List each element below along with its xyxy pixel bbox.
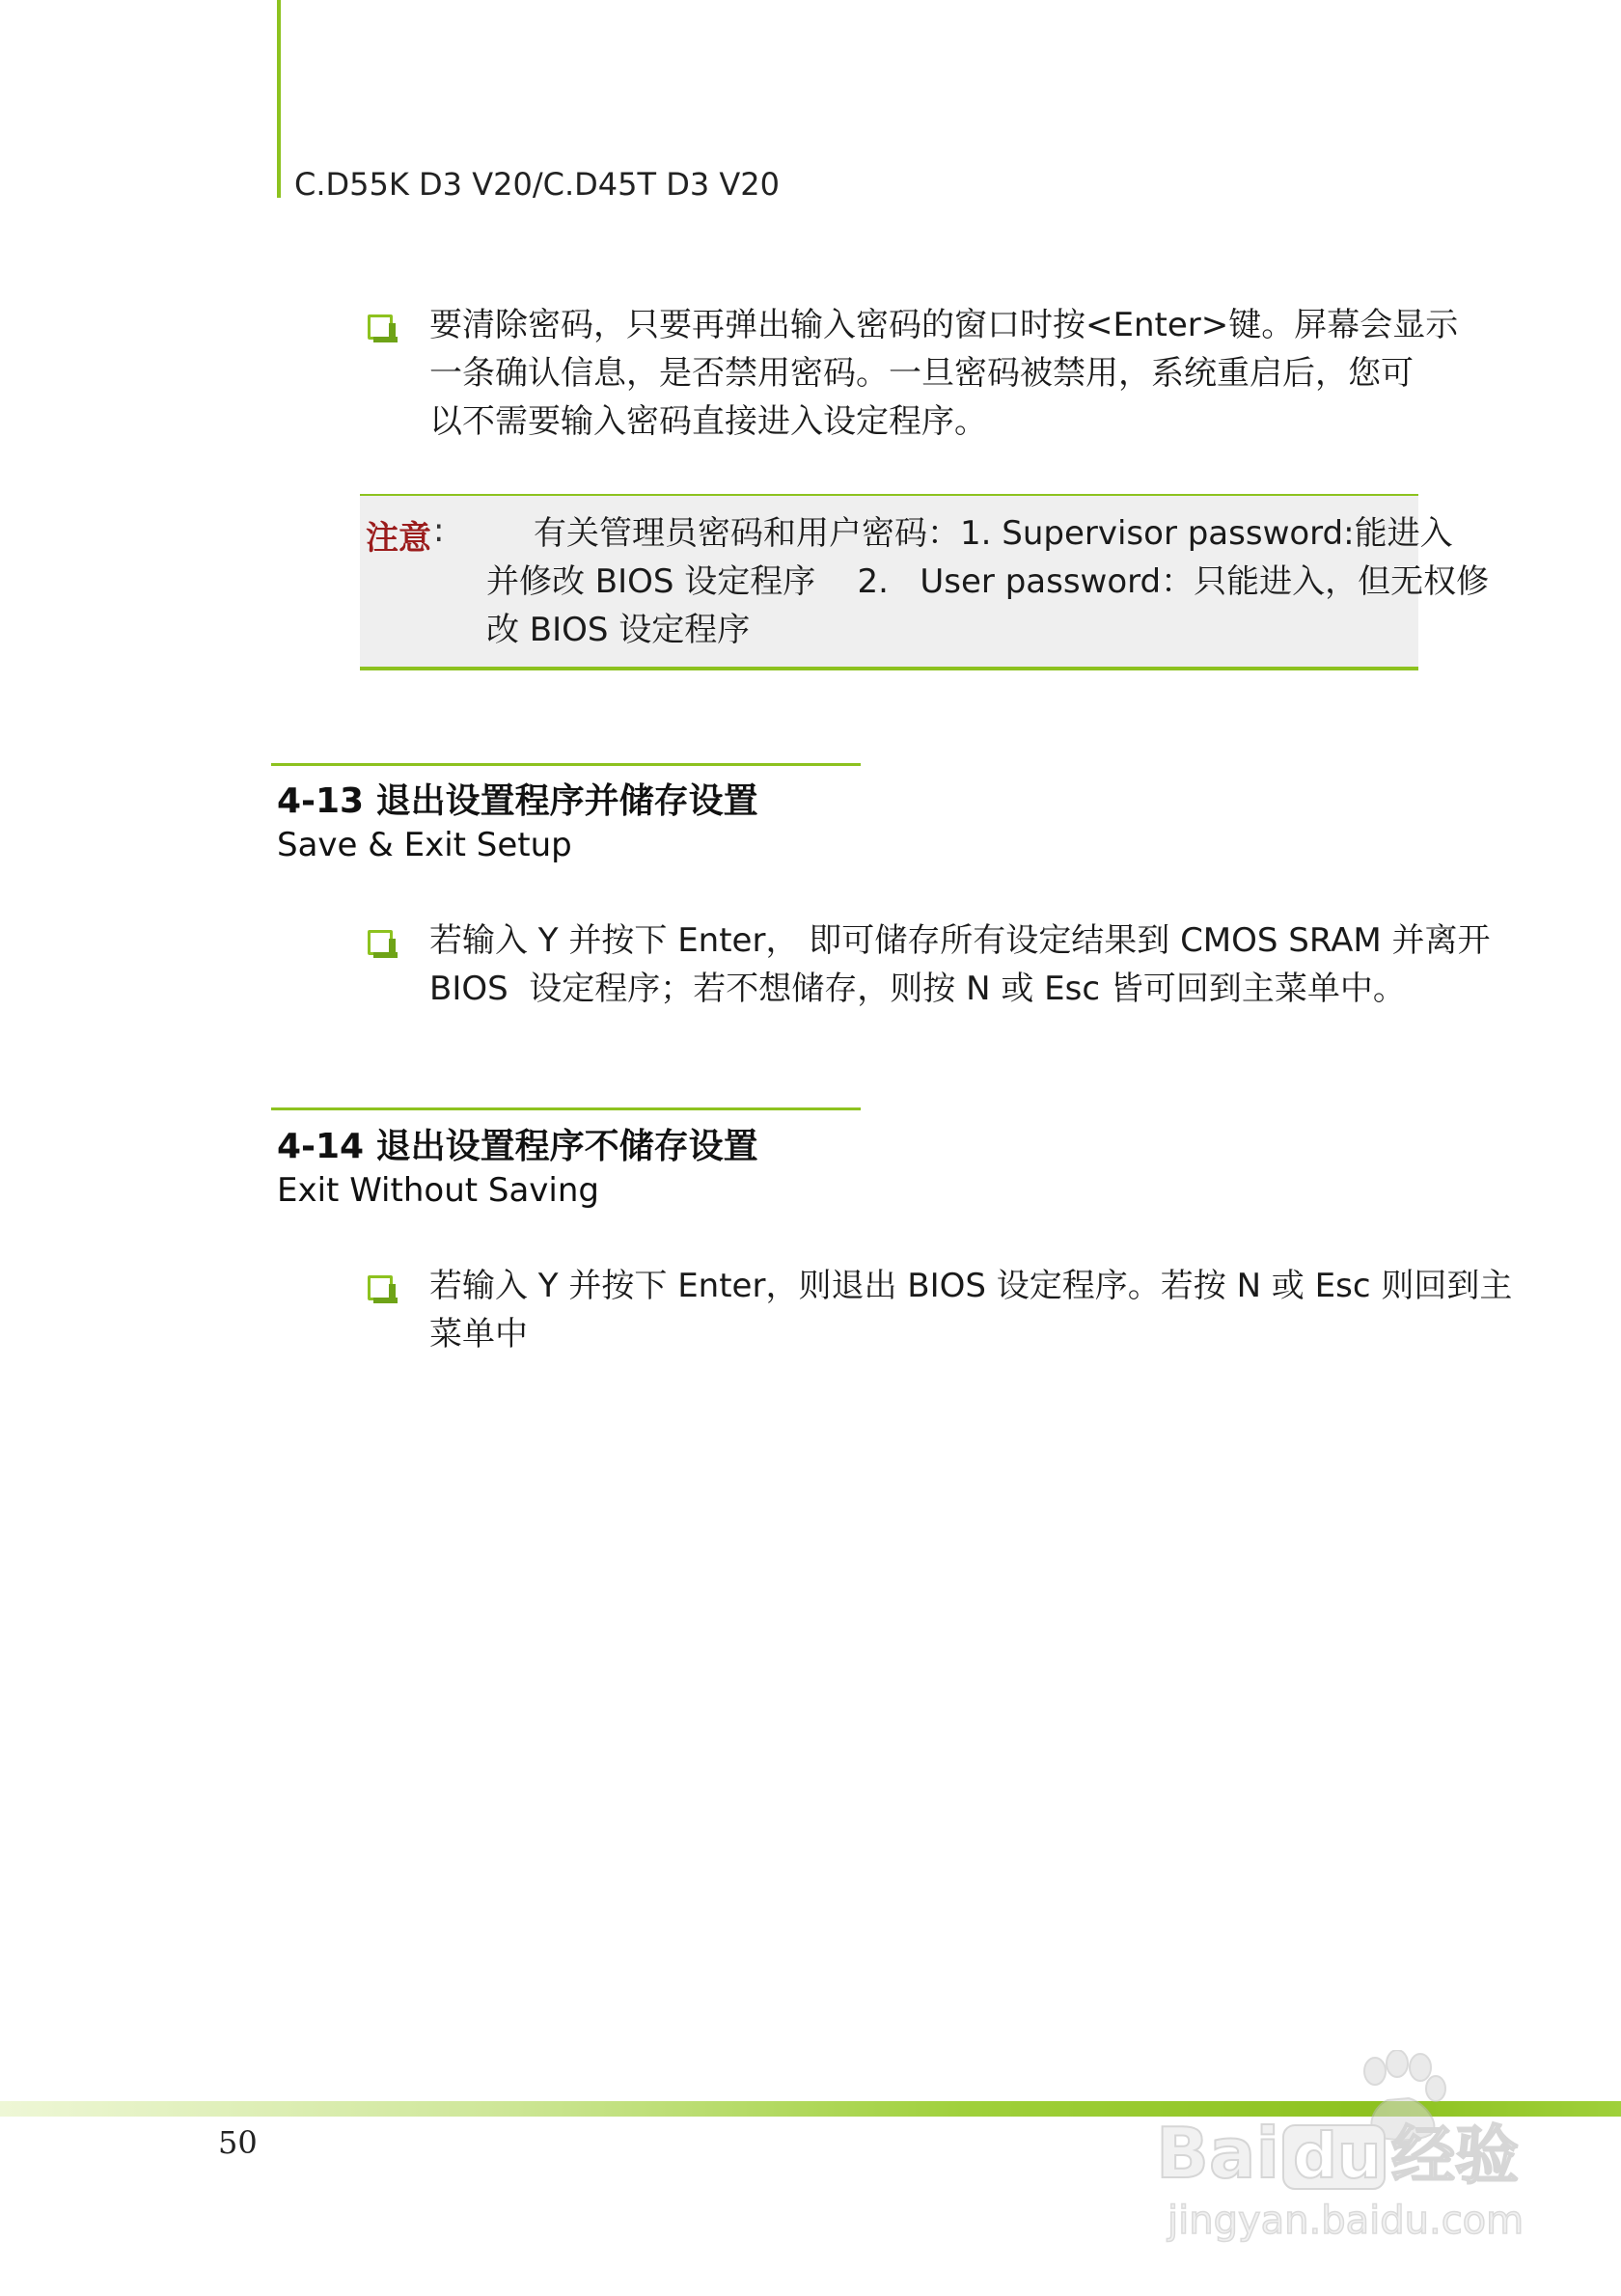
- baidu-jingyan-watermark-logo: [1148, 2050, 1553, 2253]
- section-13-rule: [271, 763, 861, 766]
- note-line-3: 改 BIOS 设定程序: [486, 611, 751, 649]
- svg-text:经验: 经验: [1391, 2118, 1519, 2193]
- section-13-title: 4-13 退出设置程序并储存设置: [277, 781, 758, 821]
- header-accent-bar: [277, 0, 281, 198]
- svg-text:jingyan.baidu.com: jingyan.baidu.com: [1168, 2199, 1525, 2243]
- text-line: 一条确认信息，是否禁用密码。一旦密码被禁用，系统重启后，您可: [429, 354, 1414, 393]
- text-line: 要清除密码，只要再弹出输入密码的窗口时按<Enter>键。屏幕会显示: [429, 306, 1459, 344]
- bullet-exit-without-saving: [368, 1262, 1512, 1358]
- section-14-subtitle: Exit Without Saving: [277, 1171, 599, 1210]
- note-line-1: 有关管理员密码和用户密码：1. Supervisor password:能进入: [534, 514, 1453, 553]
- checkbox-bullet-icon: [368, 314, 393, 340]
- header-model-title: C.D55K D3 V20/C.D45T D3 V20: [294, 166, 780, 203]
- svg-text:du: du: [1293, 2121, 1382, 2193]
- bullet-text: [429, 916, 1491, 1013]
- bullet-text: [429, 1262, 1512, 1358]
- text-line: BIOS 设定程序；若不想储存，则按 N 或 Esc 皆可回到主菜单中。: [429, 970, 1406, 1008]
- note-colon: :: [433, 511, 445, 550]
- svg-text:Bai: Bai: [1156, 2113, 1280, 2194]
- text-line: 菜单中: [429, 1315, 528, 1353]
- bullet-clear-password: [368, 301, 1458, 446]
- section-14-rule: [271, 1107, 861, 1110]
- checkbox-bullet-icon: [368, 1275, 393, 1300]
- page-number: 50: [218, 2124, 258, 2161]
- bullet-save-exit: [368, 916, 1491, 1013]
- bullet-text: [429, 301, 1458, 446]
- text-line: 以不需要输入密码直接进入设定程序。: [429, 402, 987, 441]
- note-line-2: 并修改 BIOS 设定程序 2. User password：只能进入，但无权修: [486, 562, 1490, 601]
- text-line: 若输入 Y 并按下 Enter， 即可储存所有设定结果到 CMOS SRAM 并离开: [429, 921, 1491, 960]
- note-label: 注意: [366, 519, 431, 558]
- text-line: 若输入 Y 并按下 Enter，则退出 BIOS 设定程序。若按 N 或 Esc 则回到主: [429, 1267, 1513, 1305]
- section-13-subtitle: Save & Exit Setup: [277, 826, 572, 864]
- note-box: [360, 494, 1490, 670]
- section-14-title: 4-14 退出设置程序不储存设置: [277, 1127, 758, 1166]
- checkbox-bullet-icon: [368, 930, 393, 955]
